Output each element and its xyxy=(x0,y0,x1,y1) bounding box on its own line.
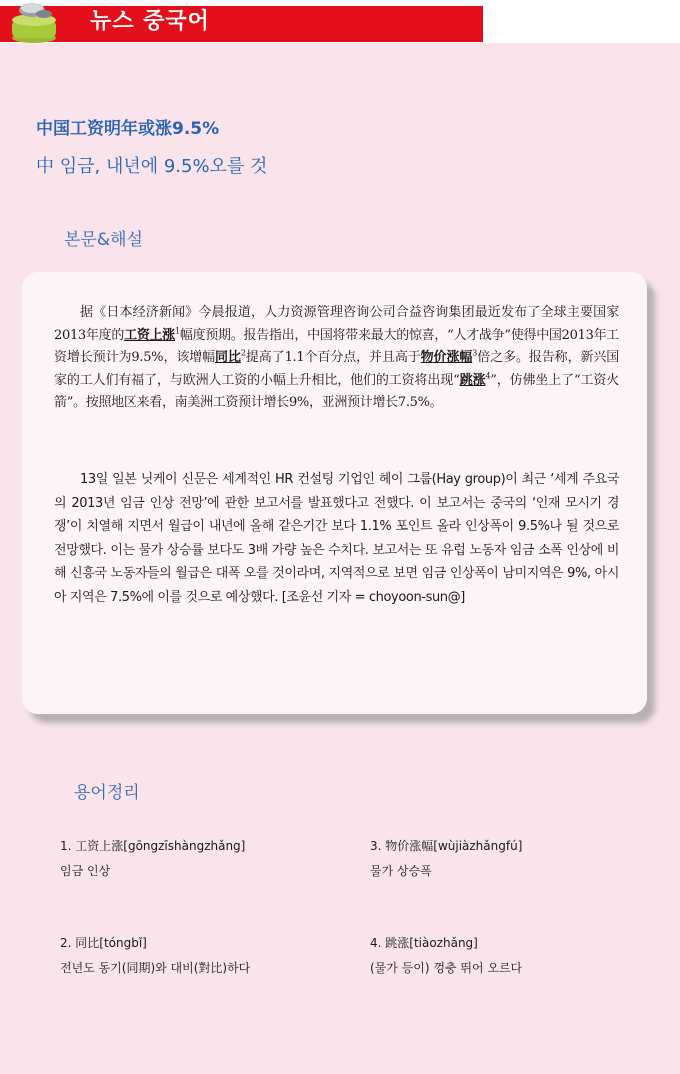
term-word: 1. 工资上涨[gōngzīshàngzhǎng] xyxy=(60,839,246,853)
coin-stack-logo-icon xyxy=(4,0,64,44)
term-item xyxy=(60,935,250,977)
term-highlight: 同比 xyxy=(215,350,241,365)
article-korean-paragraph: 13일 일본 닛케이 신문은 세계적인 HR 컨설팅 기업인 헤이 그룹(Hay group)이 최근 ‘세계 주요국의 2013년 임금 인상 전망’에 관한 보고서를 발표했다고 전했다. 이 보고서는 중국의 ‘인재 모시기 경쟁’이 치열해 지면서 월급이 내년에 올해 같은기간 보다 1.1% 포인트 올라 인상폭이 9.5%나 될 것으로 전망했다. 이는 물가 상승률 보다도 3배 가량 높은 수치다. 보고서는 또 유럽 노동자 임금 소폭 인상에 비해 신흥국 노동자들의 월급은 대폭 오를 것이라며, 지역적으로 보면 임금 인상폭이 남미지역은 9%, 아시아 지역은 7.5%에 이를 것으로 예상했다. [조윤선 기자 = choyoon-sun@] xyxy=(54,472,619,605)
term-highlight: 跳涨 xyxy=(459,372,486,388)
term-highlight: 工资上涨 xyxy=(124,327,176,343)
term-meaning: 임금 인상 xyxy=(60,864,111,878)
term-word: 3. 物价涨幅[wùjiàzhǎngfú] xyxy=(370,839,523,853)
text-run: 倍之多。报告称，新兴国家的工人们有福了，与欧洲人工资的小幅上升相比，他们的工资将出现“ xyxy=(54,350,619,388)
term-item xyxy=(370,935,522,977)
headline-korean: 中 임금, 내년에 9.5%오를 것 xyxy=(36,156,268,177)
section-title-terms: 용어정리 xyxy=(74,783,140,803)
term-meaning: 전년도 동기(同期)와 대비(對比)하다 xyxy=(60,961,251,975)
footnote-marker: 4 xyxy=(485,371,491,381)
text-run: 幅度预期。报告指出，中国将带来最大的惊喜，“人才战争”使得中国2013年工资增长预计为9.5%，该增幅 xyxy=(54,327,620,365)
term-meaning: (물가 등이) 껑충 뛰어 오르다 xyxy=(370,961,523,975)
headline-chinese: 中国工资明年或涨9.5% xyxy=(36,119,220,139)
term-highlight: 物价涨幅 xyxy=(420,350,473,365)
text-run: 据《日本经济新闻》今晨报道，人力资源管理咨询公司合益咨询集团最近发布了全球主要国家2013年度的 xyxy=(54,305,619,343)
term-meaning: 물가 상승폭 xyxy=(370,864,432,878)
term-item xyxy=(60,838,245,880)
text-run: 提高了1.1个百分点，并且高于 xyxy=(245,350,421,365)
header-title: 뉴스 중국어 xyxy=(90,9,210,34)
footnote-marker: 3 xyxy=(472,348,478,358)
header-bar xyxy=(0,6,483,42)
footnote-marker: 2 xyxy=(240,348,246,358)
footnote-marker: 1 xyxy=(175,326,180,336)
term-word: 4. 跳涨[tiàozhǎng] xyxy=(370,936,478,950)
section-title-body: 본문&해설 xyxy=(64,230,143,250)
text-run: ”，仿佛坐上了“工资火箭”。按照地区来看，南美洲工资预计增长9%，亚洲预计增长7.5%。 xyxy=(54,372,620,410)
term-item xyxy=(370,838,522,880)
term-word: 2. 同比[tóngbǐ] xyxy=(60,936,147,950)
article-chinese-paragraph xyxy=(54,302,619,415)
